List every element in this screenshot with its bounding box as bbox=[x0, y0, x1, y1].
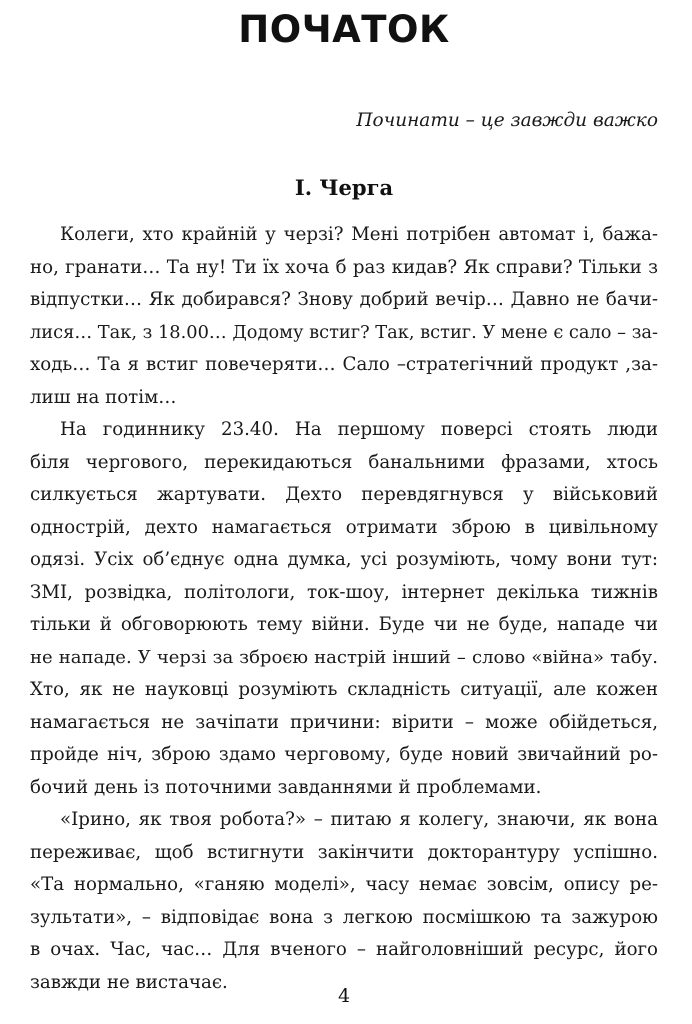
text-line: біля чергового, перекидаються банальними фразами, хтось bbox=[30, 451, 658, 473]
text-line: Хто, як не науковці розуміють складність ситуації, але кожен bbox=[30, 679, 658, 700]
text-line: бочий день із поточними завданнями й проблемами. bbox=[30, 776, 542, 798]
text-line: ЗМІ, розвідка, політологи, ток-шоу, інтернет декілька тижнів bbox=[30, 581, 658, 603]
paragraph bbox=[30, 804, 658, 999]
body-text bbox=[30, 219, 658, 999]
book-page bbox=[30, 0, 658, 1024]
text-line: завжди не вистачає. bbox=[30, 971, 228, 993]
text-line: «Та нормально, «ганяю моделі», часу немає зовсім, опису ре- bbox=[30, 874, 658, 895]
text-line: но, гранати… Та ну! Ти їх хоча б раз кидав? Як справи? Тільки з bbox=[30, 256, 658, 278]
text-line: тільки й обговорюють тему війни. Буде чи не буде, нападе чи bbox=[30, 614, 658, 635]
text-line: лися… Так, з 18.00… Додому встиг? Так, встиг. У мене є сало – за- bbox=[30, 321, 658, 343]
epigraph: Починати – це завжди важко bbox=[356, 110, 658, 131]
text-line: в очах. Час, час… Для вченого – найголовніший ресурс, його bbox=[30, 939, 658, 960]
paragraph bbox=[30, 219, 658, 414]
text-line: «Ірино, як твоя робота?» – питаю я колегу, знаючи, як вона bbox=[60, 809, 658, 830]
text-line: однострій, дехто намагається отримати зброю в цивільному bbox=[30, 516, 658, 538]
text-line: лиш на потім… bbox=[30, 386, 177, 408]
text-line: одязі. Усіх об’єднує одна думка, усі розуміють, чому вони тут: bbox=[30, 549, 658, 570]
text-line: пройде ніч, зброю здамо черговому, буде новий звичайний ро- bbox=[30, 744, 658, 765]
text-line: силкується жартувати. Дехто перевдягнувся у військовий bbox=[30, 484, 658, 505]
chapter-title: ПОЧАТОК bbox=[238, 8, 450, 51]
text-line: відпустки… Як добирався? Знову добрий вечір… Давно не бачи- bbox=[30, 289, 658, 310]
paragraph bbox=[30, 414, 658, 804]
text-line: переживає, щоб встигнути закінчити докторантуру успішно. bbox=[30, 841, 658, 863]
text-line: зультати», – відповідає вона з легкою посмішкою та зажурою bbox=[30, 906, 658, 928]
text-line: Колеги, хто крайній у черзі? Мені потрібен автомат і, бажа- bbox=[60, 224, 658, 245]
page-number: 4 bbox=[337, 985, 351, 1007]
text-line: намагається не зачіпати причини: вірити – може обійдеться, bbox=[30, 711, 658, 733]
text-line: ходь… Та я встиг повечеряти… Сало –стратегічний продукт ,за- bbox=[30, 354, 658, 375]
text-line: На годиннику 23.40. На першому поверсі стоять люди bbox=[60, 419, 658, 440]
section-title: І. Черга bbox=[294, 175, 394, 200]
text-line: не нападе. У черзі за зброєю настрій інший – слово «війна» табу. bbox=[30, 646, 658, 668]
